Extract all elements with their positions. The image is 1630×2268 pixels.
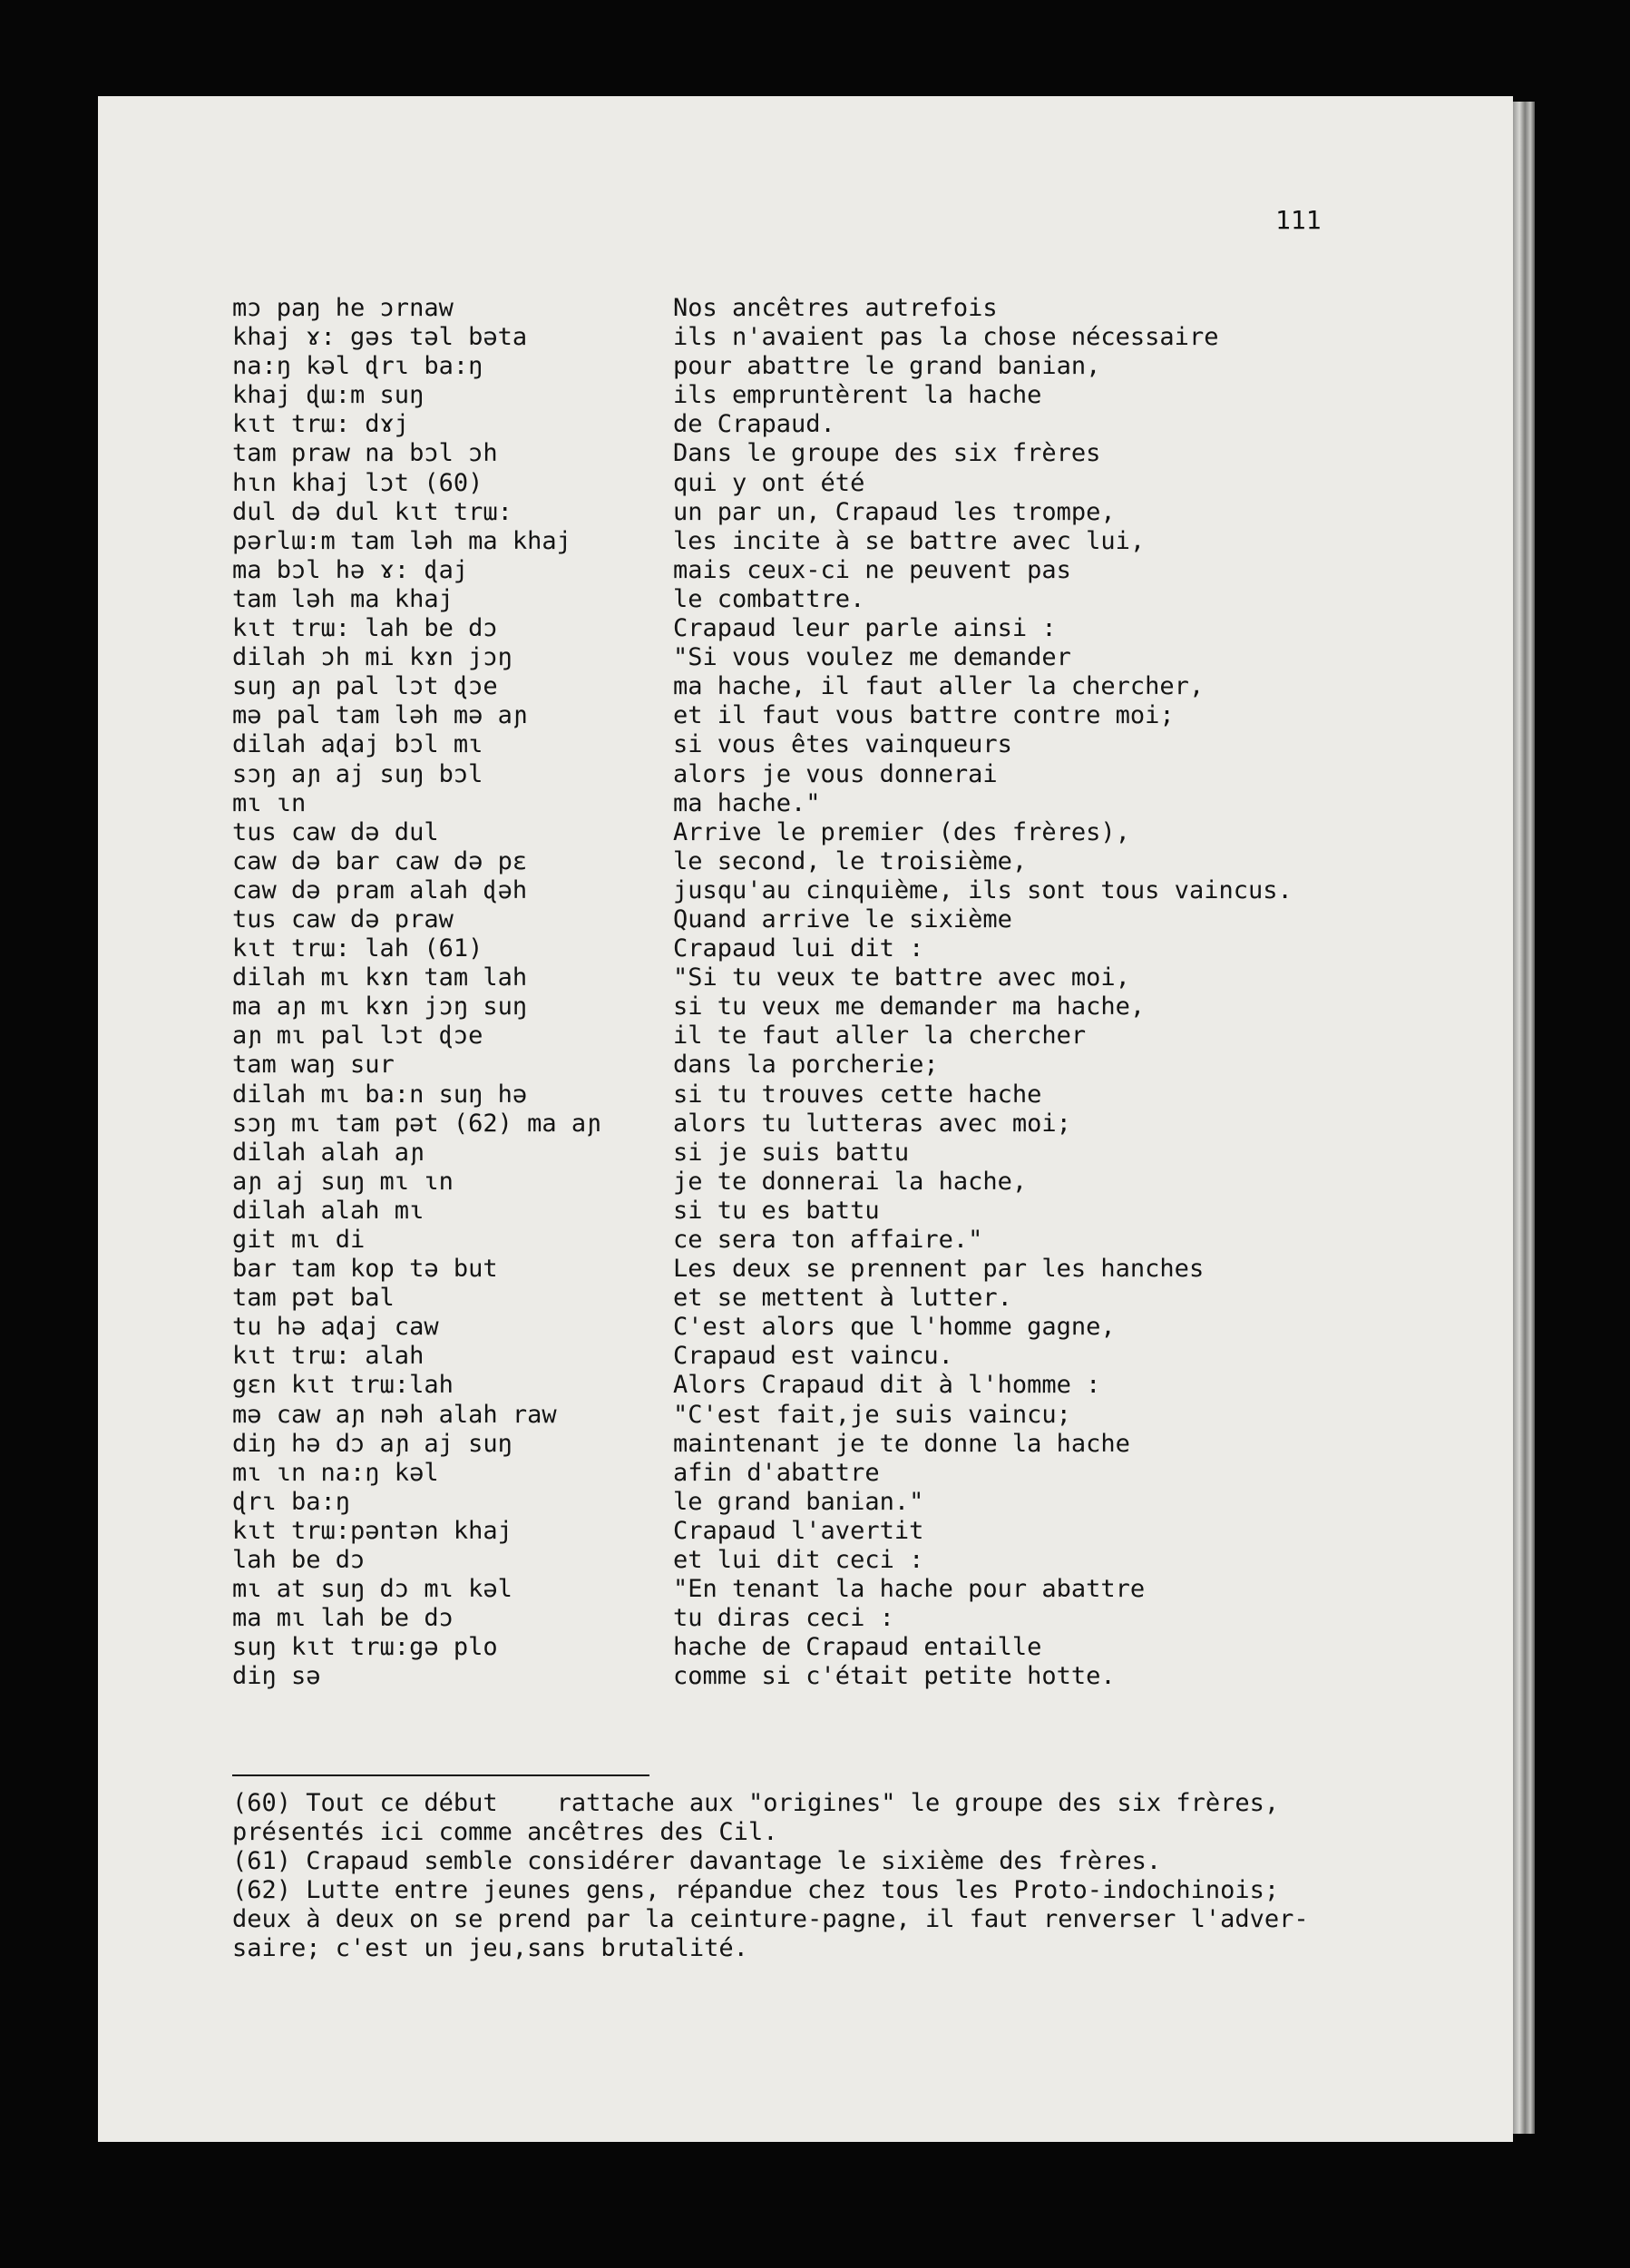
french-line: "C'est fait,je suis vaincu; (673, 1400, 1071, 1429)
french-line: et se mettent à lutter. (673, 1284, 1012, 1313)
vernacular-line: tus caw də dul (232, 817, 439, 846)
vernacular-line: khaj ɤ: gəs təl bəta (232, 323, 528, 352)
vernacular-line: tam pət bal (232, 1284, 395, 1313)
vernacular-line: hɩn khaj lɔt (60) (232, 468, 483, 497)
french-line: et lui dit ceci : (673, 1546, 924, 1575)
french-line: Crapaud est vaincu. (673, 1342, 953, 1371)
footnote-line: (60) Tout ce début rattache aux "origines" le groupe des six frères, (232, 1789, 1280, 1817)
page-edge (1513, 102, 1535, 2134)
french-line: ce sera ton affaire." (673, 1226, 983, 1254)
vernacular-line: diŋ sə (232, 1662, 321, 1691)
vernacular-line: mə caw aɲ nəh alah raw (232, 1400, 557, 1429)
vernacular-line: caw də bar caw də pɛ (232, 846, 528, 875)
vernacular-line: mɩ ɩn (232, 788, 307, 817)
vernacular-line: tam praw na bɔl ɔh (232, 439, 498, 468)
french-line: si tu trouves cette hache (673, 1080, 1042, 1109)
french-line: mais ceux-ci ne peuvent pas (673, 555, 1071, 584)
vernacular-line: dilah alah mɩ (232, 1196, 425, 1225)
footnotes (232, 1789, 1357, 1964)
vernacular-line: suŋ kɩt trɯ:gə plo (232, 1633, 498, 1662)
vernacular-line: gɛn kɩt trɯ:lah (232, 1371, 454, 1400)
footnote-line: saire; c'est un jeu,sans brutalité. (232, 1934, 748, 1963)
french-line: et il faut vous battre contre moi; (673, 701, 1175, 730)
vernacular-line: kɩt trɯ:pəntən khaj (232, 1516, 512, 1545)
vernacular-line: tam ləh ma khaj (232, 584, 454, 613)
french-line: les incite à se battre avec lui, (673, 526, 1146, 555)
french-line: C'est alors que l'homme gagne, (673, 1313, 1116, 1342)
vernacular-line: kɩt trɯ: dɤj (232, 410, 410, 439)
french-line: le grand banian." (673, 1487, 924, 1516)
vernacular-line: ma aɲ mɩ kɤn jɔŋ suŋ (232, 992, 528, 1022)
french-line: maintenant je te donne la hache (673, 1429, 1130, 1458)
footnote-line: (61) Crapaud semble considérer davantage le sixième des frères. (232, 1847, 1162, 1876)
vernacular-line: ma mɩ lah be dɔ (232, 1604, 454, 1633)
french-line: ma hache, il faut aller la chercher, (673, 672, 1205, 701)
vernacular-line: bar tam kop tə but (232, 1255, 498, 1284)
vernacular-line: git mɩ di (232, 1226, 366, 1254)
vernacular-line: diŋ hə dɔ aɲ aj suŋ (232, 1429, 512, 1458)
vernacular-line: tu hə aɖaj caw (232, 1313, 439, 1342)
page-number: 111 (1275, 205, 1322, 235)
vernacular-line: dilah mɩ kɤn tam lah (232, 963, 528, 992)
vernacular-line: ma bɔl hə ɤ: ɖaj (232, 555, 469, 584)
vernacular-line: dilah aɖaj bɔl mɩ (232, 730, 483, 759)
french-line: si tu es battu (673, 1196, 880, 1225)
vernacular-line: dilah mɩ ba:n suŋ hə (232, 1080, 528, 1109)
french-line: afin d'abattre (673, 1458, 880, 1487)
footnote-line: présentés ici comme ancêtres des Cil. (232, 1818, 778, 1847)
french-translation-column (673, 294, 1293, 1692)
vernacular-line: pərlɯ:m tam ləh ma khaj (232, 526, 571, 555)
vernacular-line: na:ŋ kəl ɖrɩ ba:ŋ (232, 352, 483, 381)
vernacular-line: caw də pram alah ɖəh (232, 875, 528, 904)
vernacular-line: ɖrɩ ba:ŋ (232, 1487, 351, 1516)
footnote-line: (62) Lutte entre jeunes gens, répandue chez tous les Proto-indochinois; (232, 1876, 1280, 1905)
french-line: ils n'avaient pas la chose nécessaire (673, 323, 1219, 352)
french-line: si vous êtes vainqueurs (673, 730, 1012, 759)
vernacular-line: mɩ ɩn na:ŋ kəl (232, 1458, 439, 1487)
french-line: alors tu lutteras avec moi; (673, 1109, 1071, 1138)
french-line: ma hache." (673, 788, 821, 817)
french-line: pour abattre le grand banian, (673, 352, 1101, 381)
french-line: Crapaud lui dit : (673, 934, 924, 963)
vernacular-line: aɲ aj suŋ mɩ ɩn (232, 1167, 454, 1196)
french-line: si tu veux me demander ma hache, (673, 992, 1146, 1022)
french-line: un par un, Crapaud les trompe, (673, 497, 1116, 526)
vernacular-line: khaj ɖɯ:m suŋ (232, 381, 425, 410)
vernacular-line: kɩt trɯ: lah (61) (232, 934, 483, 963)
french-line: qui y ont été (673, 468, 865, 497)
vernacular-line: suŋ aɲ pal lɔt ɖɔe (232, 672, 498, 701)
french-line: si je suis battu (673, 1138, 910, 1167)
vernacular-line: mə pal tam ləh mə aɲ (232, 701, 528, 730)
french-line: de Crapaud. (673, 410, 835, 439)
french-line: Quand arrive le sixième (673, 904, 1012, 934)
french-line: alors je vous donnerai (673, 759, 998, 788)
vernacular-line: tus caw də praw (232, 904, 454, 934)
french-line: le combattre. (673, 584, 865, 613)
french-line: le second, le troisième, (673, 846, 1028, 875)
footnote-line: deux à deux on se prend par la ceinture-pagne, il faut renverser l'adver- (232, 1905, 1309, 1934)
french-line: jusqu'au cinquième, ils sont tous vaincus. (673, 875, 1293, 904)
vernacular-line: sɔŋ aɲ aj suŋ bɔl (232, 759, 483, 788)
french-line: hache de Crapaud entaille (673, 1633, 1042, 1662)
vernacular-line: kɩt trɯ: alah (232, 1342, 425, 1371)
vernacular-text-column (232, 294, 659, 1692)
french-line: il te faut aller la chercher (673, 1022, 1087, 1051)
french-line: tu diras ceci : (673, 1604, 894, 1633)
french-line: "En tenant la hache pour abattre (673, 1575, 1146, 1604)
vernacular-line: kɩt trɯ: lah be dɔ (232, 614, 498, 643)
french-line: Arrive le premier (des frères), (673, 817, 1130, 846)
french-line: Crapaud l'avertit (673, 1516, 924, 1545)
footnote-separator (232, 1774, 649, 1776)
vernacular-line: mɩ at suŋ dɔ mɩ kəl (232, 1575, 512, 1604)
french-line: Les deux se prennent par les hanches (673, 1255, 1205, 1284)
french-line: ils empruntèrent la hache (673, 381, 1042, 410)
vernacular-line: sɔŋ mɩ tam pət (62) ma aɲ (232, 1109, 601, 1138)
french-line: Crapaud leur parle ainsi : (673, 614, 1057, 643)
french-line: "Si vous voulez me demander (673, 643, 1071, 672)
french-line: Nos ancêtres autrefois (673, 294, 998, 322)
vernacular-line: lah be dɔ (232, 1546, 366, 1575)
vernacular-line: mɔ paŋ he ɔrnaw (232, 294, 454, 322)
vernacular-line: tam waŋ sur (232, 1051, 395, 1080)
french-line: "Si tu veux te battre avec moi, (673, 963, 1130, 992)
french-line: je te donnerai la hache, (673, 1167, 1028, 1196)
vernacular-line: dilah ɔh mi kɤn jɔŋ (232, 643, 512, 672)
french-line: Alors Crapaud dit à l'homme : (673, 1371, 1101, 1400)
french-line: comme si c'était petite hotte. (673, 1662, 1116, 1691)
french-line: Dans le groupe des six frères (673, 439, 1101, 468)
vernacular-line: dul də dul kɩt trɯ: (232, 497, 512, 526)
french-line: dans la porcherie; (673, 1051, 939, 1080)
vernacular-line: dilah alah aɲ (232, 1138, 425, 1167)
vernacular-line: aɲ mɩ pal lɔt ɖɔe (232, 1022, 483, 1051)
